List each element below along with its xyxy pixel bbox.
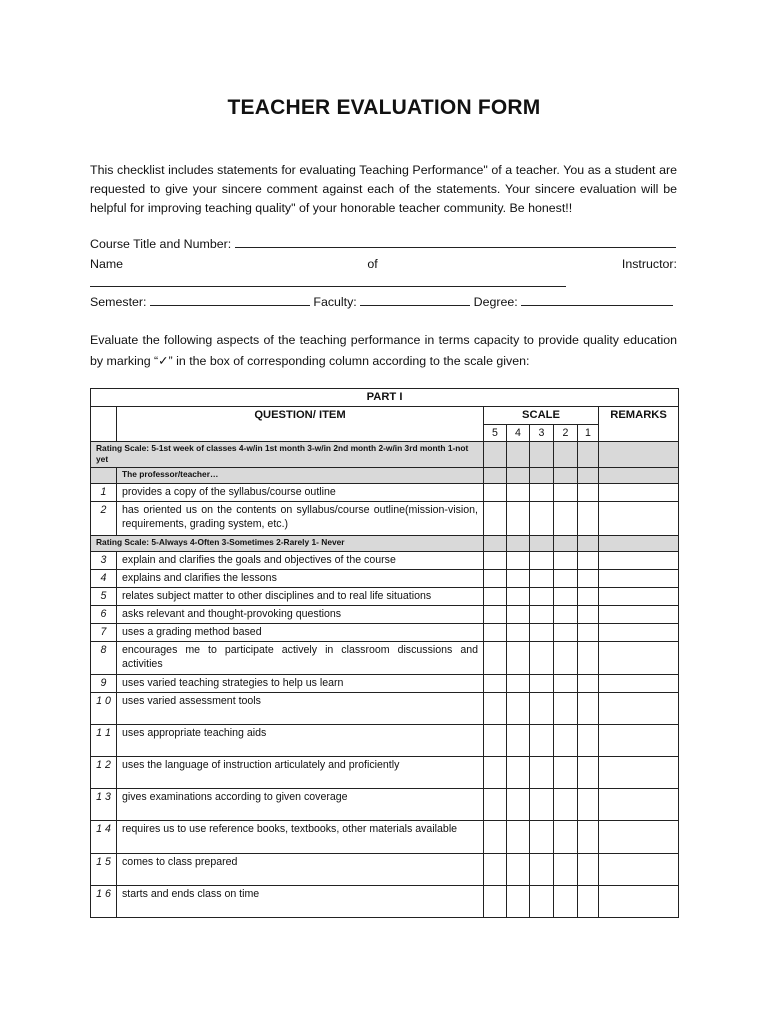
- remarks-cell[interactable]: [599, 624, 679, 642]
- rating-checkbox-cell[interactable]: [554, 693, 578, 725]
- rating-checkbox-cell[interactable]: [530, 552, 554, 570]
- item-text: asks relevant and thought-provoking questions: [117, 606, 484, 624]
- rating-checkbox-cell[interactable]: [530, 588, 554, 606]
- remarks-cell[interactable]: [599, 588, 679, 606]
- rating-checkbox-cell[interactable]: [530, 789, 554, 821]
- rating-checkbox-cell[interactable]: [484, 624, 507, 642]
- item-text: provides a copy of the syllabus/course outline: [117, 484, 484, 502]
- item-text: uses a grading method based: [117, 624, 484, 642]
- rating-checkbox-cell[interactable]: [507, 642, 530, 675]
- table-row: [91, 675, 679, 693]
- table-row: [91, 552, 679, 570]
- rating-checkbox-cell[interactable]: [507, 588, 530, 606]
- item-text: comes to class prepared: [117, 854, 484, 886]
- rating-checkbox-cell[interactable]: [578, 570, 599, 588]
- scale-value: 3: [530, 425, 554, 442]
- rating-checkbox-cell[interactable]: [484, 854, 507, 886]
- rating-checkbox-cell[interactable]: [507, 757, 530, 789]
- rating-checkbox-cell[interactable]: [554, 502, 578, 536]
- question-header: QUESTION/ ITEM: [117, 407, 484, 442]
- item-number: 4: [91, 570, 117, 588]
- rating-checkbox-cell[interactable]: [530, 606, 554, 624]
- table-row: [91, 789, 679, 821]
- remarks-cell[interactable]: [599, 886, 679, 918]
- scale-value: 5: [484, 425, 507, 442]
- course-field-row: [90, 235, 677, 253]
- item-text: has oriented us on the contents on syllabus/course outline(mission-vision, requirements, grading system, etc.): [117, 502, 484, 536]
- scale-value: 4: [507, 425, 530, 442]
- rating-checkbox-cell[interactable]: [484, 642, 507, 675]
- item-text: encourages me to participate actively in classroom discussions and activities: [117, 642, 484, 675]
- name-label: Name: [90, 257, 124, 271]
- rating-checkbox-cell[interactable]: [554, 606, 578, 624]
- degree-input-line[interactable]: [521, 293, 673, 306]
- table-row: [91, 886, 679, 918]
- rating-checkbox-cell[interactable]: [530, 624, 554, 642]
- faculty-input-line[interactable]: [360, 293, 470, 306]
- remarks-cell[interactable]: [599, 854, 679, 886]
- rating-checkbox-cell[interactable]: [554, 675, 578, 693]
- item-text: requires us to use reference books, textbooks, other materials available: [117, 821, 484, 854]
- rating-checkbox-cell[interactable]: [578, 693, 599, 725]
- rating-checkbox-cell[interactable]: [578, 588, 599, 606]
- remarks-cell[interactable]: [599, 757, 679, 789]
- rating-checkbox-cell[interactable]: [507, 886, 530, 918]
- rating-checkbox-cell[interactable]: [507, 484, 530, 502]
- item-text: starts and ends class on time: [117, 886, 484, 918]
- evaluate-instructions: Evaluate the following aspects of the teaching performance in terms capacity to provide quality education by marking “✓” in the box of corresponding column according to the scale given:: [90, 333, 677, 368]
- rating-checkbox-cell[interactable]: [484, 789, 507, 821]
- rating-checkbox-cell[interactable]: [484, 502, 507, 536]
- table-row: [91, 606, 679, 624]
- item-text: explain and clarifies the goals and objectives of the course: [117, 552, 484, 570]
- rating-scale-frequency: Rating Scale: 5-Always 4-Often 3-Sometimes 2-Rarely 1- Never: [91, 536, 484, 552]
- rating-checkbox-cell[interactable]: [578, 675, 599, 693]
- item-number: 3: [91, 552, 117, 570]
- item-number: 2: [91, 502, 117, 536]
- course-input-line[interactable]: [235, 235, 676, 248]
- table-row: [91, 570, 679, 588]
- remarks-cell[interactable]: [599, 725, 679, 757]
- rating-checkbox-cell[interactable]: [578, 854, 599, 886]
- rating-checkbox-cell[interactable]: [484, 570, 507, 588]
- item-number: 1: [91, 484, 117, 502]
- remarks-cell[interactable]: [599, 570, 679, 588]
- rating-checkbox-cell[interactable]: [578, 725, 599, 757]
- rating-checkbox-cell[interactable]: [530, 757, 554, 789]
- rating-checkbox-cell[interactable]: [578, 552, 599, 570]
- rating-checkbox-cell[interactable]: [554, 886, 578, 918]
- rating-checkbox-cell[interactable]: [484, 484, 507, 502]
- remarks-cell[interactable]: [599, 606, 679, 624]
- rating-checkbox-cell[interactable]: [554, 552, 578, 570]
- rating-checkbox-cell[interactable]: [484, 886, 507, 918]
- rating-checkbox-cell[interactable]: [578, 642, 599, 675]
- rating-checkbox-cell[interactable]: [554, 588, 578, 606]
- rating-checkbox-cell[interactable]: [554, 757, 578, 789]
- item-number: 1 3: [91, 789, 117, 821]
- rating-checkbox-cell[interactable]: [507, 552, 530, 570]
- scale-value: 2: [554, 425, 578, 442]
- evaluation-table: [90, 388, 679, 918]
- remarks-cell[interactable]: [599, 675, 679, 693]
- item-text: uses varied teaching strategies to help us learn: [117, 675, 484, 693]
- rating-checkbox-cell[interactable]: [578, 502, 599, 536]
- table-row: [91, 693, 679, 725]
- rating-checkbox-cell[interactable]: [484, 606, 507, 624]
- rating-checkbox-cell[interactable]: [530, 725, 554, 757]
- of-label: of: [367, 257, 378, 271]
- table-row: [91, 821, 679, 854]
- rating-checkbox-cell[interactable]: [507, 502, 530, 536]
- rating-checkbox-cell[interactable]: [530, 484, 554, 502]
- item-number: 1 6: [91, 886, 117, 918]
- rating-checkbox-cell[interactable]: [507, 821, 530, 854]
- instructor-input-line[interactable]: [90, 274, 566, 287]
- semester-label: Semester:: [90, 295, 147, 309]
- rating-scale-timing: Rating Scale: 5-1st week of classes 4-w/in 1st month 3-w/in 2nd month 2-w/in 3rd month 1-not yet: [91, 442, 484, 468]
- part-header: PART I: [91, 389, 679, 407]
- table-row: [91, 642, 679, 675]
- item-number: 1 1: [91, 725, 117, 757]
- semester-input-line[interactable]: [150, 293, 310, 306]
- rating-checkbox-cell[interactable]: [554, 821, 578, 854]
- course-label: Course Title and Number:: [90, 237, 232, 251]
- rating-checkbox-cell[interactable]: [530, 886, 554, 918]
- rating-checkbox-cell[interactable]: [554, 725, 578, 757]
- item-number: 6: [91, 606, 117, 624]
- rating-checkbox-cell[interactable]: [578, 821, 599, 854]
- scale-header: SCALE: [484, 407, 599, 425]
- rating-checkbox-cell[interactable]: [578, 624, 599, 642]
- rating-checkbox-cell[interactable]: [554, 570, 578, 588]
- remarks-cell[interactable]: [599, 552, 679, 570]
- rating-checkbox-cell[interactable]: [530, 502, 554, 536]
- header-blank-cell: [91, 407, 117, 442]
- rating-checkbox-cell[interactable]: [530, 854, 554, 886]
- table-row: [91, 725, 679, 757]
- rating-checkbox-cell[interactable]: [484, 588, 507, 606]
- semester-field-row: [90, 293, 677, 311]
- name-field-row: [90, 255, 677, 273]
- remarks-cell[interactable]: [599, 642, 679, 675]
- scale-value: 1: [578, 425, 599, 442]
- table-row: [91, 588, 679, 606]
- remarks-cell[interactable]: [599, 484, 679, 502]
- rating-checkbox-cell[interactable]: [554, 854, 578, 886]
- rating-checkbox-cell[interactable]: [530, 693, 554, 725]
- rating-checkbox-cell[interactable]: [530, 642, 554, 675]
- instructor-label: Instructor:: [621, 257, 677, 271]
- item-number: 1 4: [91, 821, 117, 854]
- item-number: 1 2: [91, 757, 117, 789]
- item-number: 8: [91, 642, 117, 675]
- rating-checkbox-cell[interactable]: [507, 854, 530, 886]
- table-row: [91, 624, 679, 642]
- table-row: [91, 854, 679, 886]
- rating-checkbox-cell[interactable]: [484, 757, 507, 789]
- rating-checkbox-cell[interactable]: [484, 725, 507, 757]
- remarks-header: REMARKS: [599, 407, 679, 442]
- item-number: 1 5: [91, 854, 117, 886]
- remarks-cell[interactable]: [599, 789, 679, 821]
- rating-checkbox-cell[interactable]: [507, 606, 530, 624]
- table-row: [91, 484, 679, 502]
- rating-checkbox-cell[interactable]: [578, 757, 599, 789]
- rating-checkbox-cell[interactable]: [578, 789, 599, 821]
- remarks-cell[interactable]: [599, 693, 679, 725]
- item-text: uses the language of instruction articulately and proficiently: [117, 757, 484, 789]
- item-text: explains and clarifies the lessons: [117, 570, 484, 588]
- rating-checkbox-cell[interactable]: [530, 821, 554, 854]
- degree-label: Degree:: [473, 295, 518, 309]
- item-number: 7: [91, 624, 117, 642]
- item-text: uses varied assessment tools: [117, 693, 484, 725]
- rating-checkbox-cell[interactable]: [554, 642, 578, 675]
- item-text: uses appropriate teaching aids: [117, 725, 484, 757]
- item-number: 5: [91, 588, 117, 606]
- faculty-label: Faculty:: [313, 295, 357, 309]
- rating-checkbox-cell[interactable]: [484, 675, 507, 693]
- rating-checkbox-cell[interactable]: [484, 693, 507, 725]
- rating-checkbox-cell[interactable]: [578, 606, 599, 624]
- professor-label: The professor/teacher…: [117, 468, 484, 484]
- remarks-cell[interactable]: [599, 821, 679, 854]
- intro-paragraph: This checklist includes statements for evaluating Teaching Performance" of a teacher. You as a student are requested to give your sincere comment against each of the statements. Your sincere evaluation will be helpful for improving teaching quality" of your honorable teacher community. Be honest!!: [90, 163, 677, 215]
- rating-checkbox-cell[interactable]: [530, 675, 554, 693]
- rating-checkbox-cell[interactable]: [507, 624, 530, 642]
- rating-checkbox-cell[interactable]: [554, 624, 578, 642]
- rating-checkbox-cell[interactable]: [507, 675, 530, 693]
- rating-checkbox-cell[interactable]: [554, 484, 578, 502]
- table-row: [91, 502, 679, 536]
- rating-checkbox-cell[interactable]: [507, 789, 530, 821]
- form-title: TEACHER EVALUATION FORM: [227, 96, 541, 119]
- item-number: 1 0: [91, 693, 117, 725]
- rating-checkbox-cell[interactable]: [530, 570, 554, 588]
- item-text: gives examinations according to given coverage: [117, 789, 484, 821]
- rating-checkbox-cell[interactable]: [507, 725, 530, 757]
- rating-checkbox-cell[interactable]: [578, 484, 599, 502]
- remarks-cell[interactable]: [599, 502, 679, 536]
- rating-checkbox-cell[interactable]: [554, 789, 578, 821]
- rating-checkbox-cell[interactable]: [484, 821, 507, 854]
- item-number: 9: [91, 675, 117, 693]
- item-text: relates subject matter to other disciplines and to real life situations: [117, 588, 484, 606]
- table-row: [91, 757, 679, 789]
- instructor-input-row: [90, 274, 677, 292]
- rating-checkbox-cell[interactable]: [507, 693, 530, 725]
- rating-checkbox-cell[interactable]: [484, 552, 507, 570]
- rating-checkbox-cell[interactable]: [507, 570, 530, 588]
- rating-checkbox-cell[interactable]: [578, 886, 599, 918]
